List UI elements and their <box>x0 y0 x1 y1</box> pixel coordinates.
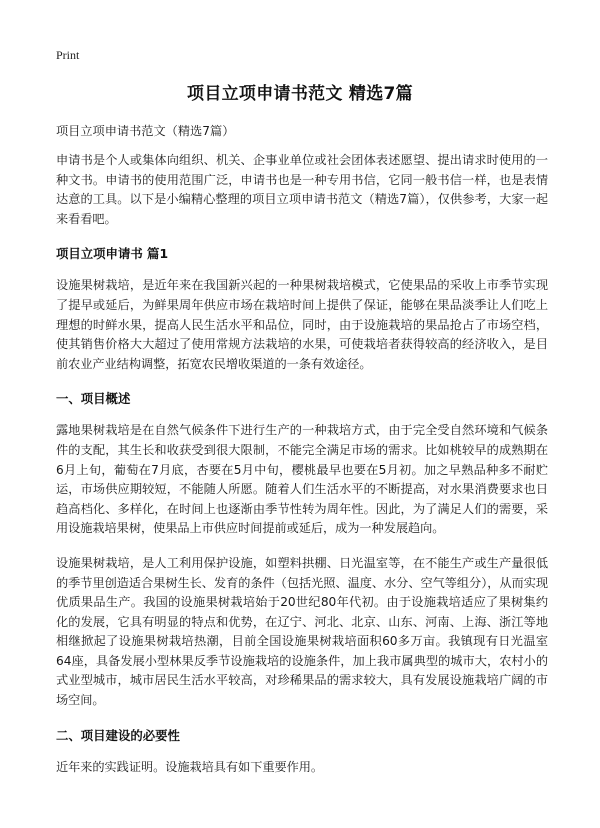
print-link[interactable]: Print <box>56 48 80 62</box>
section-1-paragraph-1: 露地果树栽培是在自然气候条件下进行生产的一种栽培方式，由于完全受自然环境和气候条件的支配，其生长和收获受到很大限制，不能完全满足市场的需求。比如桃较早的成熟期在6月上旬，葡萄在7月底，杏要在5月中旬，樱桃最早也要在5月初。加之早熟品种多不耐贮运，市场供应期较短，不能随人所愿。随着人们生活水平的不断提高，对水果消费要求也日趋高档化、多样化，在时间上也逐渐由季节性转为周年性。因此，为了满足人们的需要，采用设施栽培果树，使果品上市供应时间提前或延后，成为一种发展趋向。 <box>56 423 548 536</box>
page-title: 项目立项申请书范文 精选7篇 <box>187 84 413 104</box>
document-subtitle: 项目立项申请书范文（精选7篇） <box>56 124 235 138</box>
document-body <box>56 121 548 792</box>
section-1-paragraph-2: 设施果树栽培，是人工利用保护设施，如塑料拱棚、日光温室等，在不能生产或生产量很低的季节里创造适合果树生长、发育的条件（包括光照、温度、水分、空气等组分），从而实现优质果品生产。我国的设施果树栽培始于20世纪80年代初。由于设施栽培适应了果树集约化的发展，它具有明显的特点和优势，在辽宁、河北、北京、山东、河南、上海、浙江等地相继掀起了设施果树栽培热潮，目前全国设施果树栽培面积60多万亩。我镇现有日光温室64座，具备发展小型林果反季节设施栽培的设施条件，加上我市属典型的城市大，农村小的式业型城市，城市居民生活水平较高，对珍稀果品的需求较大，具有发展设施栽培广阔的市场空间。 <box>56 555 548 708</box>
article-paragraph-1: 设施果树栽培，是近年来在我国新兴起的一种果树栽培模式，它使果品的采收上市季节实现了提早或延后，为鲜果周年供应市场在栽培时间上提供了保证，能够在果品淡季让人们吃上理想的时鲜水果，提高人民生活水平和品位，同时，由于设施栽培的果品抢占了市场空档，使其销售价格大大超过了使用常规方法栽培的水果，可使栽培者获得较高的经济收入，是目前农业产业结构调整，拓宽农民增收渠道的一条有效途径。 <box>56 278 548 371</box>
article-heading: 项目立项申请书 篇1 <box>56 246 169 262</box>
intro-paragraph: 申请书是个人或集体向组织、机关、企事业单位或社会团体表述愿望、提出请求时使用的一种文书。申请书的使用范围广泛，申请书也是一种专用书信，它同一般书信一样，也是表情达意的工具。以下是小编精心整理的项目立项申请书范文（精选7篇），仅供参考，大家一起来看看吧。 <box>56 153 548 226</box>
section-2-paragraph-1: 近年来的实践证明。设施栽培具有如下重要作用。 <box>56 759 324 774</box>
section-1-heading: 一、项目概述 <box>56 391 131 407</box>
section-2-heading: 二、项目建设的必要性 <box>56 727 180 743</box>
